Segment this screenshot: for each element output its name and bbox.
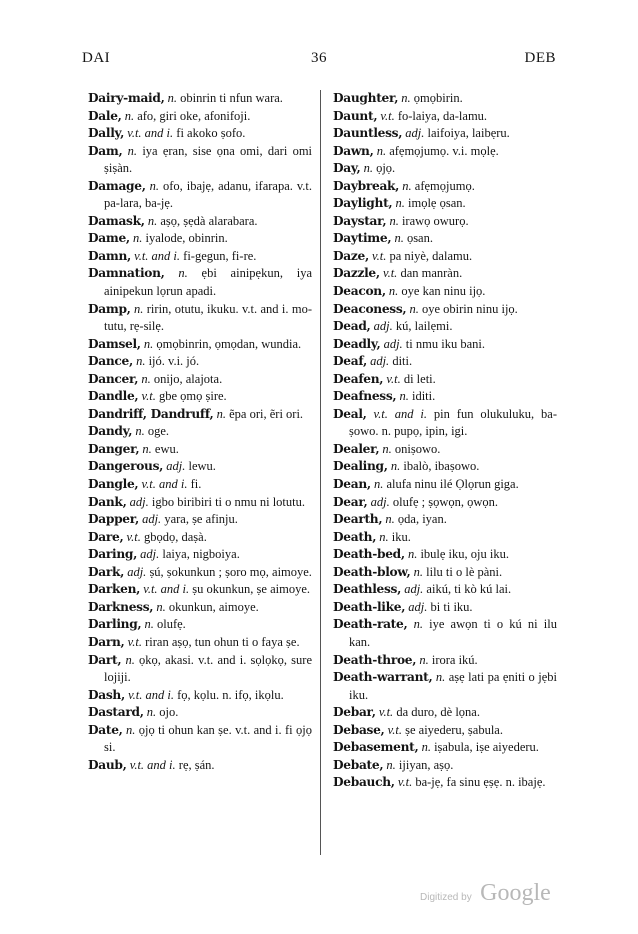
entry-part-of-speech: v.t. [380,108,395,123]
entry-headword: Deathless, [333,582,402,597]
entry-part-of-speech: n. [413,617,423,632]
entry-part-of-speech: v.t. [372,248,387,263]
entry-headword: Dame, [88,231,130,246]
entry-definition: gbọdọ, daṣà. [143,529,207,544]
dictionary-entry [333,213,557,231]
entry-part-of-speech: n. [156,599,166,614]
entry-headword: Death-warrant, [333,670,433,685]
dictionary-entry [88,494,312,512]
dictionary-entry [88,213,312,231]
entry-part-of-speech: n. [125,652,135,667]
entry-definition: ọkọ, akasi. v.t. and i. sọlọkọ, sure lojiji. [104,652,313,685]
entry-headword: Death-blow, [333,564,411,579]
dictionary-entry [333,353,557,371]
entry-part-of-speech: n. [376,143,387,158]
entry-part-of-speech: n. [386,757,396,772]
entry-part-of-speech: adj. [166,459,186,474]
dictionary-entry [333,160,557,178]
entry-headword: Daunt, [333,108,378,123]
dictionary-entry [333,774,557,792]
entry-part-of-speech: n. [141,371,151,386]
entry-headword: Dank, [88,494,127,509]
entry-part-of-speech: adj. [404,582,424,597]
entry-definition: igbo biribiri ti o nmu ni lotutu. [151,494,305,509]
entry-part-of-speech: n. [399,389,409,404]
entry-part-of-speech: adj. [408,599,428,614]
entry-headword: Dead, [333,319,371,334]
entry-headword: Dazzle, [333,266,380,281]
entry-part-of-speech: v.t. [397,775,413,790]
entry-definition: ẹbi ainipẹkun, iya ainipekun lọrun apadi. [104,266,313,299]
entry-part-of-speech: n. [178,266,188,281]
entry-headword: Death-rate, [333,617,408,632]
dictionary-entry [333,248,557,266]
entry-headword: Dark, [88,564,125,579]
dictionary-entry [88,371,312,389]
page-number: 36 [311,50,327,66]
entry-headword: Dance, [88,354,133,369]
entry-part-of-speech: n. [402,178,412,193]
entry-headword: Dawn, [333,143,374,158]
entry-headword: Dam, [88,143,123,158]
entry-part-of-speech: adj. [383,336,403,351]
entry-part-of-speech: n. [394,231,404,246]
entry-headword: Damage, [88,178,146,193]
header-right-guideword: DEB [524,50,556,66]
entry-part-of-speech: n. [134,301,144,316]
entry-definition: rẹ, ṣán. [178,757,215,772]
entry-part-of-speech: adj. [142,512,162,527]
entry-headword: Death-like, [333,599,406,614]
dictionary-entry [88,511,312,529]
entry-headword: Death, [333,529,377,544]
entry-headword: Dean, [333,477,371,492]
entry-headword: Dare, [88,529,124,544]
entry-definition: irora ikú. [431,652,478,667]
entry-part-of-speech: n. [149,178,160,193]
entry-headword: Dart, [88,652,122,667]
dictionary-entry [88,108,312,126]
entry-definition: ọsan. [406,231,433,246]
entry-part-of-speech: n. [373,477,384,492]
entry-part-of-speech: n. [363,161,373,176]
entry-definition: ofo, ibajẹ, adanu, ifarapa. v.t. pa-lara, ba-jẹ. [104,178,313,211]
dictionary-entry [88,336,312,354]
entry-part-of-speech: n. [142,441,152,456]
entry-definition: diti. [392,354,413,369]
dictionary-entry [333,441,557,459]
dictionary-entry [88,652,312,687]
entry-part-of-speech: n. [127,143,138,158]
dictionary-entry [88,529,312,547]
entry-part-of-speech: n. [409,301,419,316]
entry-definition: lilu ti o lè pàni. [426,564,503,579]
entry-definition: fọ, kọlu. n. ifọ, ikọlu. [177,687,284,702]
dictionary-entry [333,406,557,441]
entry-part-of-speech: v.t. and i. [127,126,174,141]
entry-definition: ṣu okunkun, ṣe aimoye. [192,582,310,597]
entry-headword: Dale, [88,108,122,123]
entry-definition: bi ti iku. [430,599,473,614]
dictionary-entry [333,564,557,582]
dictionary-entry [333,143,557,161]
entry-part-of-speech: n. [147,213,158,228]
dictionary-entry [88,616,312,634]
entry-headword: Deadly, [333,336,381,351]
entry-part-of-speech: v.t. and i. [373,406,427,421]
entry-headword: Dairy-maid, [88,91,165,105]
dictionary-entry [333,301,557,319]
entry-definition: riran aṣọ, tun ohun ti o faya ṣe. [145,634,300,649]
dictionary-entry [333,230,557,248]
entry-headword: Dash, [88,687,125,702]
entry-part-of-speech: n. [421,740,431,755]
entry-headword: Debasement, [333,740,419,755]
entry-headword: Darn, [88,634,125,649]
entry-definition: ọmọbinrin, ọmọdan, wundia. [156,336,302,351]
entry-headword: Daring, [88,547,138,562]
dictionary-entry [88,476,312,494]
entry-headword: Dauntless, [333,126,403,141]
entry-definition: afẹmọjumọ. v.i. mọlẹ. [389,143,499,158]
entry-definition: obinrin ti nfun wara. [180,91,283,105]
dictionary-entry [333,476,557,494]
entry-definition: iṣabula, iṣe aiyederu. [434,740,539,755]
entry-definition: fi akoko ṣofo. [176,126,246,141]
entry-part-of-speech: v.t. and i. [134,248,181,263]
entry-part-of-speech: adj. [370,354,390,369]
entry-definition: ririn, otutu, ikuku. v.t. and i. mo-tutu, rẹ-silẹ. [104,301,312,334]
watermark-prefix: Digitized by [420,892,472,903]
entry-definition: okunkun, aimoye. [168,599,259,614]
entry-headword: Darkness, [88,599,154,614]
entry-part-of-speech: v.t. [378,705,394,720]
dictionary-entry [88,634,312,652]
entry-definition: oye obirin ninu ijọ. [421,301,518,316]
entry-definition: olufẹ. [157,617,186,632]
entry-headword: Debase, [333,722,385,737]
entry-part-of-speech: adj. [373,319,393,334]
dictionary-entry [88,265,312,300]
dictionary-entry [88,230,312,248]
entry-part-of-speech: n. [125,722,136,737]
entry-headword: Daughter, [333,91,399,105]
entry-headword: Dally, [88,126,125,141]
entry-part-of-speech: n. [401,91,411,105]
entry-headword: Dealing, [333,459,388,474]
entry-headword: Dealer, [333,441,380,456]
dictionary-entry [333,494,557,512]
entry-part-of-speech: adj. [405,126,425,141]
dictionary-entry [333,283,557,301]
entry-headword: Daystar, [333,213,387,228]
dictionary-entry [333,704,557,722]
entry-part-of-speech: v.t. [382,266,398,281]
entry-definition: fi. [190,477,202,492]
entry-definition: olufẹ ; ṣọwọn, ọwọn. [392,494,499,509]
right-column [333,90,557,792]
entry-definition: fi-gegun, fi-re. [183,248,257,263]
entry-headword: Danger, [88,441,140,456]
entry-definition: yara, ṣe afinju. [164,512,238,527]
entry-headword: Dearth, [333,512,383,527]
entry-part-of-speech: n. [389,213,399,228]
entry-headword: Debauch, [333,775,395,790]
entry-part-of-speech: n. [132,231,143,246]
entry-headword: Debar, [333,705,376,720]
entry-part-of-speech: v.t. [126,529,141,544]
entry-headword: Damnation, [88,266,165,281]
entry-definition: laiya, nigboiya. [162,547,240,562]
entry-definition: iyalode, obinrin. [145,231,228,246]
column-divider [320,90,321,855]
dictionary-entry [333,318,557,336]
dictionary-entry [333,757,557,775]
entry-headword: Deafen, [333,371,384,386]
entry-part-of-speech: n. [167,91,178,105]
entry-headword: Death-throe, [333,652,417,667]
entry-definition: aṣẹ lati pa ẹniti o jẹbi iku. [349,670,558,702]
entry-definition: oge. [147,424,170,439]
digitized-watermark [420,880,551,907]
entry-definition: ti nmu iku bani. [405,336,485,351]
entry-definition: iku. [391,529,411,544]
entry-definition: iditi. [411,389,436,404]
dictionary-entry [333,458,557,476]
entry-headword: Damn, [88,248,131,263]
dictionary-entry [88,564,312,582]
page-header [82,50,556,70]
entry-definition: aikú, ti kò kú lai. [426,582,512,597]
dictionary-entry [88,458,312,476]
entry-definition: ewu. [154,441,179,456]
entry-part-of-speech: n. [135,424,145,439]
dictionary-entry [88,90,312,108]
dictionary-entry [88,178,312,213]
dictionary-entry [333,599,557,617]
entry-headword: Debate, [333,757,384,772]
entry-headword: Dandy, [88,424,133,439]
entry-part-of-speech: n. [136,354,146,369]
entry-part-of-speech: n. [419,652,429,667]
entry-headword: Damask, [88,213,145,228]
entry-headword: Dandle, [88,389,139,404]
entry-definition: ọjọ ti ohun kan ṣe. v.t. and i. fi ọjọ si. [104,722,313,755]
dictionary-entry [88,143,312,178]
entry-headword: Dangle, [88,477,139,492]
dictionary-entry [333,90,557,108]
entry-part-of-speech: v.t. and i. [141,477,188,492]
google-logo: Google [480,880,551,906]
entry-headword: Damp, [88,301,131,316]
entry-definition: alufa ninu ilé Ọlọrun giga. [386,477,519,492]
dictionary-entry [333,652,557,670]
entry-headword: Dapper, [88,512,139,527]
entry-headword: Dastard, [88,705,144,720]
entry-definition: onijo, alajota. [153,371,223,386]
entry-headword: Dandriff, Dandruff, [88,406,214,421]
dictionary-entry [88,353,312,371]
entry-headword: Deacon, [333,284,386,299]
dictionary-entry [88,125,312,143]
entry-part-of-speech: adj. [127,564,147,579]
entry-definition: aṣọ, ṣẹdà alarabara. [160,213,258,228]
entry-part-of-speech: adj. [129,494,149,509]
entry-part-of-speech: n. [146,705,157,720]
entry-definition: afo, giri oke, afonifoji. [137,108,251,123]
entry-headword: Day, [333,161,361,176]
entry-part-of-speech: n. [413,564,423,579]
dictionary-entry [333,616,557,651]
entry-part-of-speech: n. [385,512,395,527]
entry-part-of-speech: n. [124,108,135,123]
dictionary-entry [333,546,557,564]
dictionary-entry [88,704,312,722]
entry-part-of-speech: v.t. and i. [129,757,176,772]
entry-definition: ijiyan, aṣọ. [398,757,454,772]
entry-part-of-speech: adj. [370,494,390,509]
dictionary-entry [88,722,312,757]
dictionary-entry [333,178,557,196]
dictionary-entry [333,388,557,406]
entry-definition: pin fun olukuluku, ba-ṣowo. n. pupọ, ipin, igi. [349,406,558,439]
entry-definition: ọda, iyan. [397,512,447,527]
entry-headword: Daybreak, [333,178,400,193]
entry-part-of-speech: v.t. [141,389,156,404]
dictionary-entry [333,722,557,740]
dictionary-entry [333,669,557,704]
dictionary-entry [333,529,557,547]
dictionary-entry [333,125,557,143]
entry-part-of-speech: v.t. [386,371,401,386]
dictionary-entry [88,757,312,775]
dictionary-entry [88,441,312,459]
entry-part-of-speech: n. [388,284,399,299]
dictionary-entry [88,599,312,617]
entry-definition: afẹmọjumọ. [414,178,475,193]
entry-part-of-speech: adj. [140,547,160,562]
entry-headword: Dancer, [88,371,139,386]
dictionary-entry [333,739,557,757]
dictionary-entry [333,195,557,213]
entry-part-of-speech: v.t. [127,634,142,649]
entry-definition: lewu. [188,459,216,474]
entry-headword: Daze, [333,248,369,263]
entry-definition: di leti. [403,371,436,386]
entry-part-of-speech: n. [379,529,389,544]
entry-definition: iye awọn ti o kú ni ilu kan. [349,617,557,649]
entry-definition: da duro, dè lọna. [396,705,480,720]
dictionary-entry [333,265,557,283]
dictionary-entry [88,248,312,266]
dictionary-entry [333,581,557,599]
dictionary-entry [333,511,557,529]
entry-definition: ibulẹ iku, oju iku. [420,547,509,562]
dictionary-entry [333,336,557,354]
dictionary-entry [88,406,312,424]
entry-part-of-speech: n. [435,670,446,685]
entry-part-of-speech: v.t. and i. [143,582,190,597]
entry-definition: kú, lailẹmi. [395,319,453,334]
left-column [88,90,312,774]
dictionary-entry [333,371,557,389]
entry-headword: Deafness, [333,389,397,404]
entry-definition: ojo. [159,705,179,720]
entry-part-of-speech: n. [407,547,418,562]
entry-part-of-speech: n. [144,617,154,632]
dictionary-entry [88,301,312,336]
entry-definition: ẽpa ori, ẽri ori. [229,406,304,421]
entry-part-of-speech: v.t. [387,722,402,737]
entry-definition: fo-laiya, da-lamu. [397,108,488,123]
entry-headword: Dear, [333,494,368,509]
entry-definition: oniṣowo. [394,441,441,456]
entry-definition: pa niyè, dalamu. [389,248,473,263]
entry-part-of-speech: n. [395,196,405,211]
entry-definition: irawọ owurọ. [401,213,469,228]
entry-headword: Daylight, [333,196,393,211]
entry-headword: Date, [88,722,123,737]
entry-part-of-speech: n. [390,459,401,474]
header-left-guideword: DAI [82,50,111,66]
entry-definition: ibalò, ibaṣowo. [403,459,480,474]
entry-definition: imọlẹ ọsan. [408,196,466,211]
dictionary-entry [88,388,312,406]
entry-definition: dan manràn. [400,266,463,281]
entry-part-of-speech: n. [382,441,392,456]
entry-part-of-speech: n. [143,336,154,351]
dictionary-entry [88,687,312,705]
entry-headword: Deaconess, [333,301,407,316]
entry-definition: ṣe aiyederu, ṣabula. [405,722,503,737]
entry-headword: Daub, [88,757,127,772]
entry-definition: gbe ọmọ ṣire. [158,389,227,404]
entry-definition: iya ẹran, sise ọna omi, dari omi ṣiṣàn. [104,143,313,176]
entry-headword: Damsel, [88,336,141,351]
entry-headword: Death-bed, [333,547,405,562]
entry-definition: ijó. v.i. jó. [148,354,200,369]
entry-definition: ba-jẹ, fa sinu ẹṣẹ. n. ibajẹ. [415,775,546,790]
entry-headword: Daytime, [333,231,392,246]
entry-headword: Deal, [333,406,367,421]
entry-headword: Dangerous, [88,459,164,474]
entry-part-of-speech: n. [216,406,226,421]
dictionary-entry [88,423,312,441]
dictionary-entry [88,581,312,599]
entry-definition: laifoiya, laibẹru. [427,126,510,141]
dictionary-entry [88,546,312,564]
entry-definition: oye kan ninu ijọ. [401,284,486,299]
dictionary-entry [333,108,557,126]
entry-definition: ọmọbirin. [413,91,463,105]
entry-part-of-speech: v.t. and i. [128,687,175,702]
entry-headword: Deaf, [333,354,367,369]
entry-headword: Darken, [88,582,141,597]
entry-headword: Darling, [88,617,142,632]
entry-definition: ọjọ. [376,161,396,176]
entry-definition: ṣú, ṣokunkun ; ṣoro mọ, aimoye. [149,564,312,579]
